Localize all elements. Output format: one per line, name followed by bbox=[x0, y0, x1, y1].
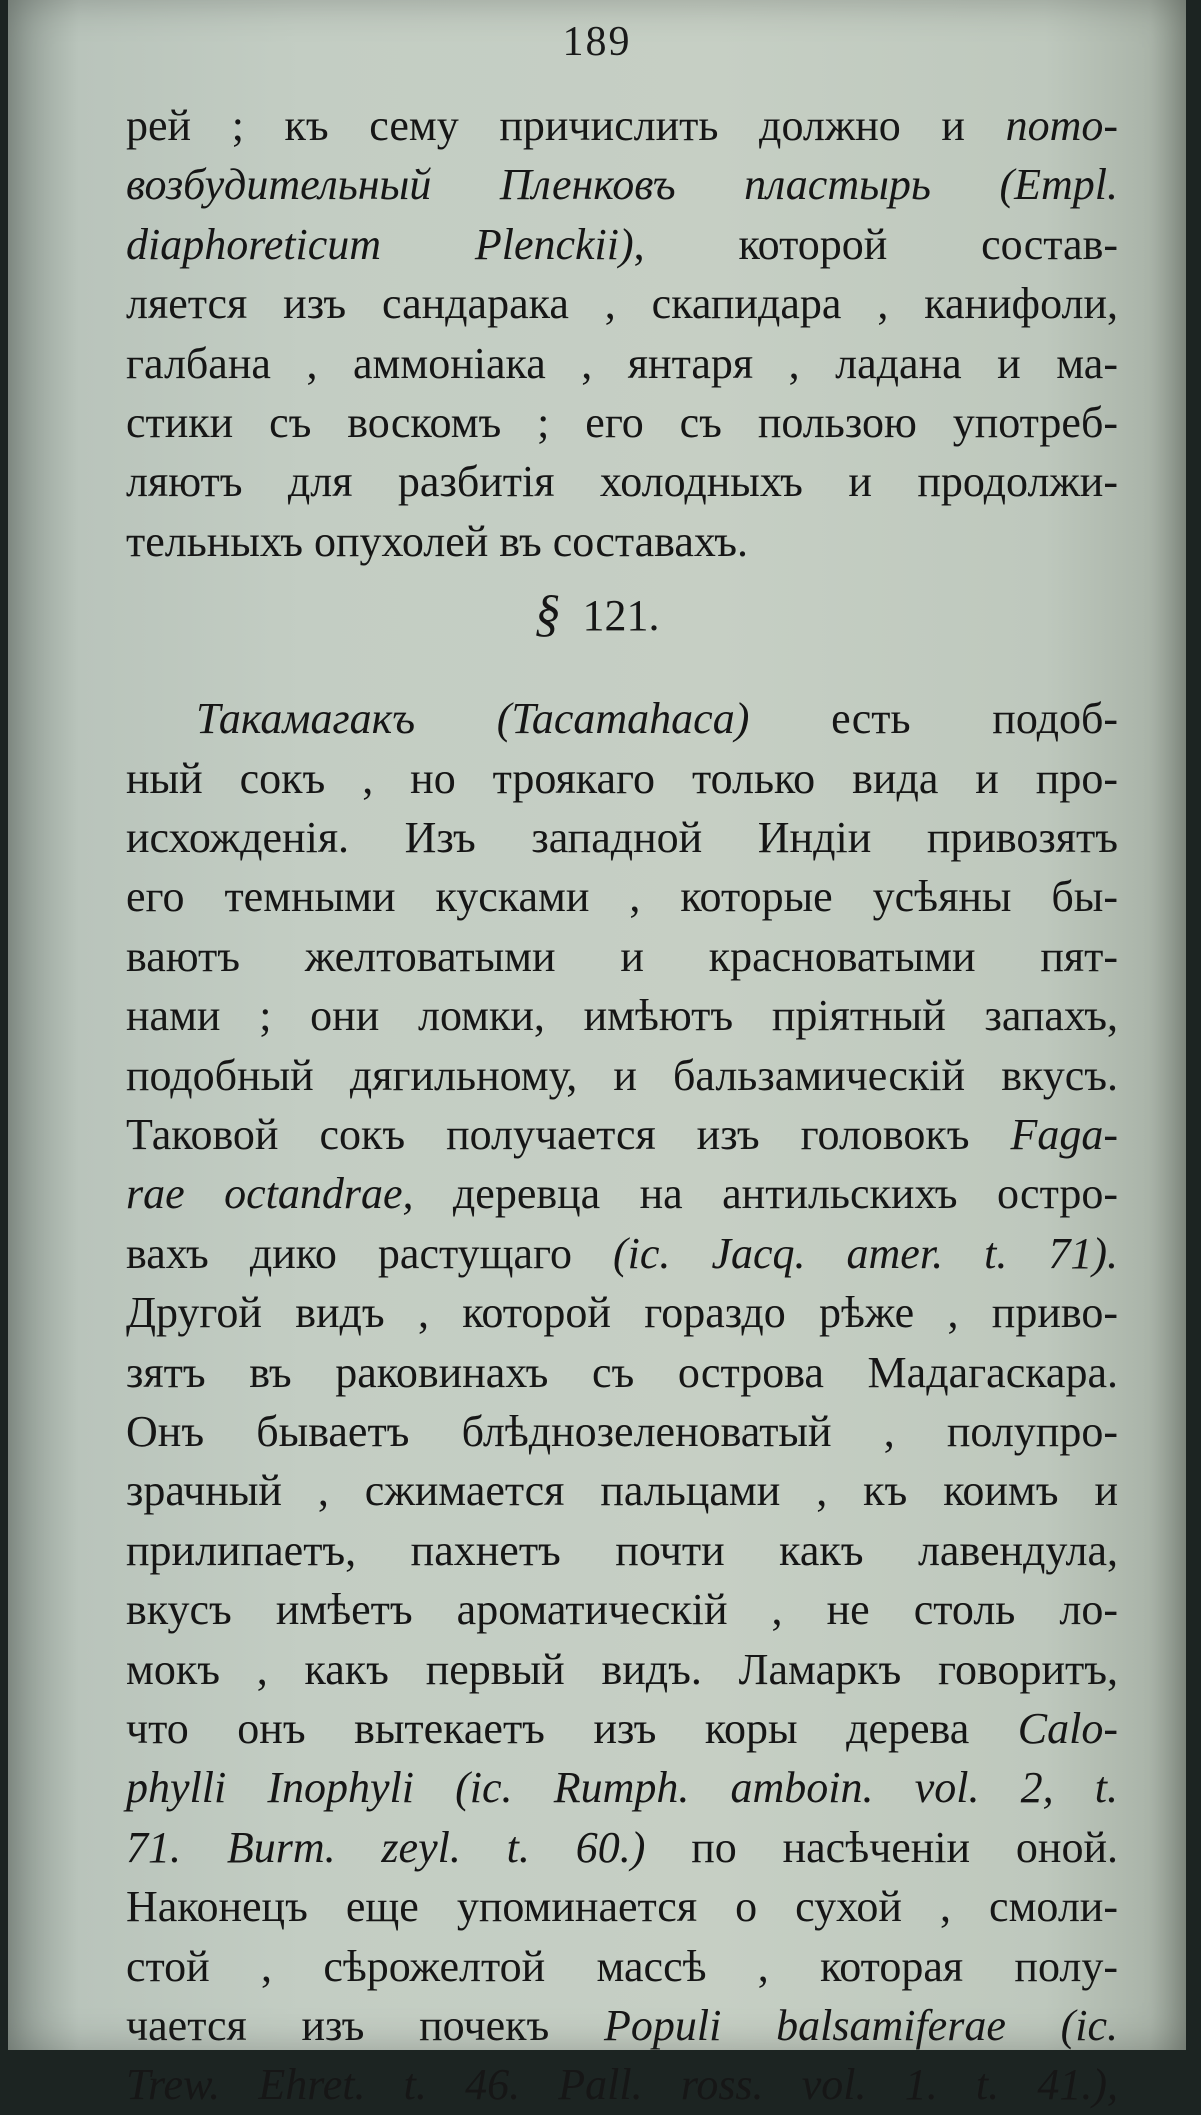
text-segment: Таковой сокъ получается изъ головокъ bbox=[126, 1110, 1011, 1159]
text-segment: есть подоб- bbox=[749, 694, 1119, 744]
text-line bbox=[126, 1699, 1118, 1759]
text-line bbox=[126, 1877, 1118, 1937]
text-line bbox=[126, 1758, 1118, 1818]
text-segment: ляется изъ сандарака , скапидара , канифоли, bbox=[126, 279, 1118, 329]
italic-segment: Faga- bbox=[1010, 1110, 1118, 1159]
text-line bbox=[126, 986, 1118, 1046]
text-line bbox=[126, 927, 1118, 987]
text-line bbox=[126, 749, 1118, 809]
text-line bbox=[126, 1580, 1118, 1640]
text-segment: зрачный , сжимается пальцами , къ коимъ и bbox=[126, 1466, 1118, 1516]
section-heading bbox=[8, 584, 1186, 643]
text-line bbox=[126, 2055, 1118, 2115]
text-line bbox=[126, 1937, 1118, 1997]
text-segment: , которой состав- bbox=[633, 219, 1118, 269]
text-segment: галбана , аммоніака , янтаря , ладана и ма- bbox=[126, 338, 1118, 388]
text-line bbox=[126, 1343, 1118, 1403]
text-line bbox=[126, 274, 1118, 334]
section-symbol: § bbox=[534, 584, 561, 642]
italic-segment: rae octandrae, bbox=[126, 1169, 414, 1219]
text-line bbox=[126, 393, 1118, 453]
text-segment: стики съ воскомъ ; его съ пользою употреб- bbox=[126, 398, 1118, 447]
text-line bbox=[126, 808, 1118, 868]
italic-segment: Trew. Ehret. t. 46. Pall. ross. vol. 1. t. 41.), bbox=[126, 2060, 1118, 2110]
text-line bbox=[126, 1818, 1118, 1878]
text-line bbox=[126, 512, 1118, 572]
italic-segment: phylli Inophyli (ic. Rumph. amboin. vol. 2, t. bbox=[126, 1763, 1118, 1813]
text-segment: нами ; они ломки, имѣютъ пріятный запахъ, bbox=[126, 991, 1118, 1041]
text-segment: деревца на антильскихъ остро- bbox=[413, 1169, 1118, 1219]
text-line bbox=[126, 1046, 1118, 1106]
text-segment: мокъ , какъ первый видъ. Ламаркъ говоритъ, bbox=[126, 1644, 1118, 1694]
italic-segment: Такамагакъ (Tacamahaca) bbox=[196, 694, 750, 744]
text-line bbox=[126, 1461, 1118, 1521]
text-segment: вкусъ имѣетъ ароматическій , не столь ло- bbox=[126, 1585, 1118, 1635]
text-segment: исхожденія. Изъ западной Индіи привозятъ bbox=[126, 813, 1118, 862]
book-page bbox=[8, 0, 1186, 2110]
text-segment: Онъ бываетъ блѣднозеленоватый , полупро- bbox=[126, 1407, 1118, 1456]
text-segment: прилипаетъ, пахнетъ почти какъ лавендула, bbox=[126, 1525, 1118, 1575]
italic-segment: Populi balsamiferae (ic. bbox=[604, 2001, 1118, 2050]
text-line bbox=[126, 1402, 1118, 1462]
text-segment: стой , сѣрожелтой массѣ , которая полу- bbox=[126, 1941, 1118, 1991]
text-line bbox=[126, 1283, 1118, 1343]
text-segment: что онъ вытекаетъ изъ коры дерева bbox=[126, 1704, 1018, 1753]
text-line bbox=[196, 689, 1118, 749]
text-line bbox=[126, 867, 1118, 927]
text-line bbox=[126, 215, 1118, 275]
text-line bbox=[126, 334, 1118, 394]
text-segment: ляютъ для разбитія холодныхъ и продолжи- bbox=[126, 457, 1118, 507]
text-segment: подобный дягильному, и бальзамическій вкусъ. bbox=[126, 1050, 1118, 1100]
text-segment: чается изъ почекъ bbox=[126, 2001, 605, 2050]
text-line bbox=[126, 1640, 1118, 1700]
text-segment: его темными кусками , которые усѣяны бы- bbox=[126, 872, 1118, 922]
text-line bbox=[126, 1105, 1118, 1165]
page-number: 189 bbox=[562, 19, 632, 65]
text-line bbox=[126, 452, 1118, 512]
text-line bbox=[126, 1164, 1118, 1224]
italic-segment: 71. Burm. zeyl. t. 60.) bbox=[126, 1822, 646, 1872]
text-segment: зятъ въ раковинахъ съ острова Мадагаскара. bbox=[126, 1347, 1118, 1397]
text-segment: Другой видъ , которой гораздо рѣже , приво- bbox=[126, 1288, 1118, 1338]
text-segment: рей ; къ сему причислить должно и bbox=[126, 101, 1006, 150]
italic-segment: пото- bbox=[1005, 101, 1118, 150]
italic-segment: diaphoreticum Plenckii) bbox=[126, 219, 634, 269]
text-segment: тельныхъ опухолей въ составахъ. bbox=[126, 516, 748, 566]
text-segment: Наконецъ еще упоминается о сухой , смоли- bbox=[126, 1882, 1118, 1932]
italic-segment: (ic. Jacq. amer. t. 71). bbox=[613, 1228, 1118, 1278]
section-number: 121. bbox=[582, 590, 660, 640]
italic-segment: возбудительный Пленковъ пластырь (Empl. bbox=[126, 160, 1118, 210]
text-segment: вахъ дико растущаго bbox=[126, 1228, 614, 1278]
text-line bbox=[126, 1224, 1118, 1284]
text-segment: по насѣченіи оной. bbox=[645, 1822, 1118, 1872]
text-line bbox=[126, 1521, 1118, 1581]
text-segment: ваютъ желтоватыми и красноватыми пят- bbox=[126, 931, 1118, 981]
text-line bbox=[126, 155, 1118, 215]
text-segment: ный сокъ , но троякаго только вида и про- bbox=[126, 753, 1118, 803]
text-line bbox=[126, 1996, 1118, 2056]
italic-segment: Calo- bbox=[1017, 1704, 1118, 1753]
text-line bbox=[126, 96, 1118, 156]
